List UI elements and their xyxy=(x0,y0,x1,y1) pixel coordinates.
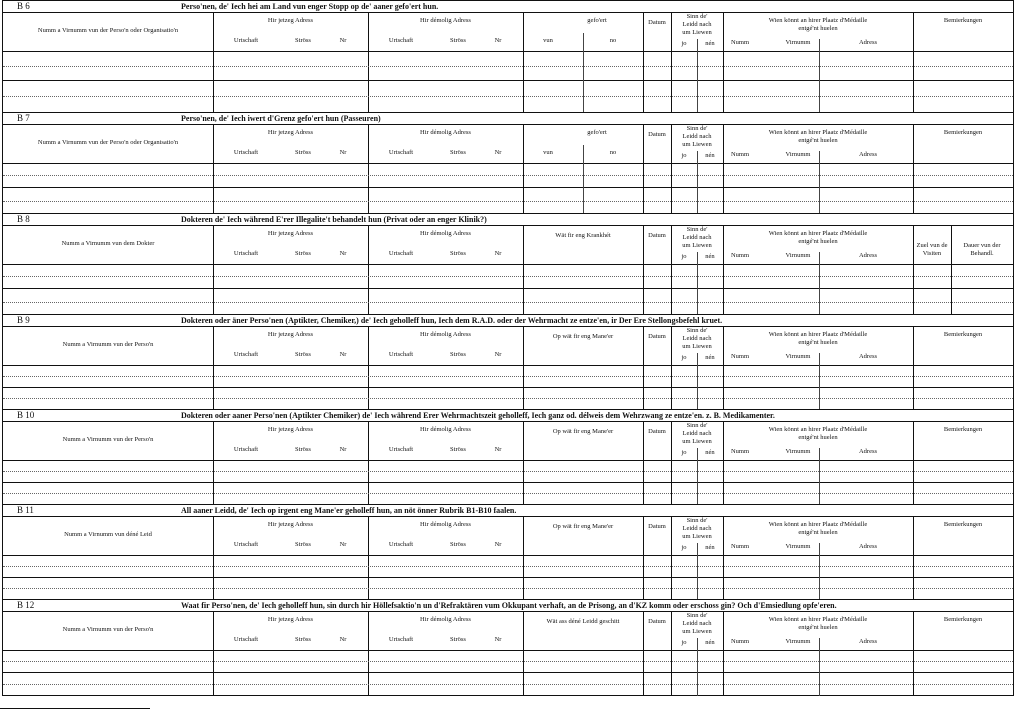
city-label: Urtschaft xyxy=(388,636,414,643)
firstname-label: Virnumm xyxy=(785,353,811,360)
number-label: Nr xyxy=(339,250,347,257)
number-label: Nr xyxy=(494,541,502,548)
city-label: Urtschaft xyxy=(388,446,414,453)
row-dotted-line xyxy=(3,493,1013,494)
name-header: Numm a Virnumm vun der Perso'n xyxy=(62,341,154,348)
survival-header-2: Leidd nach xyxy=(682,21,712,28)
yes-label: jo xyxy=(681,152,687,159)
section-b11 xyxy=(3,504,1013,599)
column-divider xyxy=(583,145,584,214)
method-header: Op wät fir eng Mane'er xyxy=(552,523,614,530)
column-divider xyxy=(697,252,698,315)
from-label: vun xyxy=(543,149,553,156)
survival-header-1: Sinn de' xyxy=(686,612,708,619)
row-dotted-line xyxy=(3,661,1013,662)
date-header: Datum xyxy=(648,232,666,239)
header-bottom-line xyxy=(3,555,1013,556)
address-label: Adress xyxy=(858,353,878,360)
survival-header-2: Leidd nach xyxy=(682,525,712,532)
to-label: no xyxy=(609,149,617,156)
section-title: Dokteren de' Iech während E'rer Illegalite't behandelt hun (Privat oder an enger Klinik?) xyxy=(181,215,487,224)
yes-label: jo xyxy=(681,449,687,456)
survival-header-3: um Liewen xyxy=(682,628,712,635)
address-label: Adress xyxy=(858,252,878,259)
header-bottom-line xyxy=(3,163,1013,164)
yes-label: jo xyxy=(681,639,687,646)
medal-header-1: Wien könnt an hirer Plaatz d'Médaille xyxy=(768,331,868,338)
section-code: B 7 xyxy=(17,113,30,123)
to-label: no xyxy=(609,37,617,44)
date-header: Datum xyxy=(648,131,666,138)
column-divider xyxy=(697,39,698,112)
name-header: Numm a Virnumm vun der Perso'n oder Organisatio'n xyxy=(37,27,179,34)
row-dotted-line xyxy=(3,471,1013,472)
number-label: Nr xyxy=(494,250,502,257)
column-divider xyxy=(819,353,820,410)
column-divider xyxy=(913,13,914,112)
address-label: Adress xyxy=(858,638,878,645)
survival-header-1: Sinn de' xyxy=(686,13,708,20)
remarks-header: Bemierkungen xyxy=(943,17,983,24)
medal-header-1: Wien könnt an hirer Plaatz d'Médaille xyxy=(768,129,868,136)
survival-header-3: um Liewen xyxy=(682,438,712,445)
section-code: B 6 xyxy=(17,1,30,11)
current-address-header: Hir jetzeg Adress xyxy=(267,230,314,237)
medal-header-1: Wien könnt an hirer Plaatz d'Médaille xyxy=(768,521,868,528)
survival-header-2: Leidd nach xyxy=(682,430,712,437)
header-bottom-line xyxy=(3,365,1013,366)
former-address-header: Hir démolig Adress xyxy=(420,129,471,136)
medal-header-1: Wien könnt an hirer Plaatz d'Médaille xyxy=(768,426,868,433)
method-header: Wät fir eng Krankhét xyxy=(555,232,611,239)
survival-header-1: Sinn de' xyxy=(686,125,708,132)
street-label: Ströss xyxy=(450,351,466,358)
duration-header: Dauer vun der Behandl. xyxy=(963,242,1001,257)
current-address-header: Hir jetzeg Adress xyxy=(267,521,314,528)
city-label: Urtschaft xyxy=(388,541,414,548)
city-label: Urtschaft xyxy=(233,636,259,643)
transport-header: gefo'ert xyxy=(587,129,607,136)
surname-label: Numm xyxy=(730,252,750,259)
surname-label: Numm xyxy=(730,638,750,645)
survival-header-2: Leidd nach xyxy=(682,620,712,627)
number-label: Nr xyxy=(494,636,502,643)
survival-header-3: um Liewen xyxy=(682,141,712,148)
number-label: Nr xyxy=(494,37,502,44)
city-label: Urtschaft xyxy=(233,541,259,548)
row-divider xyxy=(3,187,1013,188)
survival-header-1: Sinn de' xyxy=(686,422,708,429)
section-b9 xyxy=(3,314,1013,409)
number-label: Nr xyxy=(494,351,502,358)
street-label: Ströss xyxy=(295,636,311,643)
medal-header-2: entgé'nt huelen xyxy=(798,238,838,245)
survival-header-3: um Liewen xyxy=(682,242,712,249)
city-label: Urtschaft xyxy=(388,149,414,156)
row-dotted-line xyxy=(3,588,1013,589)
survival-header-2: Leidd nach xyxy=(682,234,712,241)
city-label: Urtschaft xyxy=(233,250,259,257)
row-divider xyxy=(3,80,1013,81)
survival-header-1: Sinn de' xyxy=(686,327,708,334)
current-address-header: Hir jetzeg Adress xyxy=(267,331,314,338)
column-divider xyxy=(583,33,584,112)
column-divider xyxy=(697,151,698,214)
number-label: Nr xyxy=(339,351,347,358)
row-dotted-line xyxy=(3,566,1013,567)
row-dotted-line xyxy=(3,376,1013,377)
row-divider xyxy=(3,387,1013,388)
remarks-header: Bemierkungen xyxy=(943,331,983,338)
section-b10 xyxy=(3,409,1013,504)
firstname-label: Virnumm xyxy=(785,448,811,455)
method-header: Op wät fir eng Mane'er xyxy=(552,333,614,340)
street-label: Ströss xyxy=(295,37,311,44)
section-code: B 9 xyxy=(17,315,30,325)
method-header: Op wät fir eng Mane'er xyxy=(552,428,614,435)
bottom-rule xyxy=(0,708,150,709)
transport-header: gefo'ert xyxy=(587,17,607,24)
section-code: B 11 xyxy=(17,505,34,515)
row-divider xyxy=(3,672,1013,673)
former-address-header: Hir démolig Adress xyxy=(420,426,471,433)
header-bottom-line xyxy=(3,460,1013,461)
section-b7 xyxy=(3,112,1013,213)
number-label: Nr xyxy=(339,636,347,643)
no-label: nén xyxy=(705,40,715,47)
street-label: Ströss xyxy=(295,541,311,548)
street-label: Ströss xyxy=(295,351,311,358)
number-label: Nr xyxy=(494,446,502,453)
street-label: Ströss xyxy=(450,446,466,453)
row-dotted-line xyxy=(3,96,1013,97)
from-label: vun xyxy=(543,37,553,44)
medal-header-2: entgé'nt huelen xyxy=(798,529,838,536)
surname-label: Numm xyxy=(730,151,750,158)
address-label: Adress xyxy=(858,151,878,158)
row-divider xyxy=(3,482,1013,483)
section-title: All aaner Leidd, de' Iech op irgent eng Mane'er geholleff hun, an nöt önner Rubrik B1-B10 faalen. xyxy=(181,506,517,515)
column-divider xyxy=(819,638,820,696)
column-divider xyxy=(643,13,644,112)
address-label: Adress xyxy=(858,39,878,46)
date-header: Datum xyxy=(648,333,666,340)
visits-header: Zuel vun de Visiten xyxy=(916,242,948,257)
firstname-label: Virnumm xyxy=(785,638,811,645)
street-label: Ströss xyxy=(295,446,311,453)
section-code: B 10 xyxy=(17,410,35,420)
column-divider xyxy=(819,448,820,505)
street-label: Ströss xyxy=(295,149,311,156)
surname-label: Numm xyxy=(730,353,750,360)
yes-label: jo xyxy=(681,354,687,361)
medal-header-1: Wien könnt an hirer Plaatz d'Médaille xyxy=(768,616,868,623)
no-label: nén xyxy=(705,152,715,159)
column-divider xyxy=(697,638,698,696)
no-label: nén xyxy=(705,354,715,361)
number-label: Nr xyxy=(494,149,502,156)
survival-header-1: Sinn de' xyxy=(686,226,708,233)
column-divider xyxy=(213,13,214,112)
row-dotted-line xyxy=(3,175,1013,176)
remarks-header: Bemierkungen xyxy=(943,129,983,136)
survival-header-3: um Liewen xyxy=(682,533,712,540)
address-label: Adress xyxy=(858,543,878,550)
number-label: Nr xyxy=(339,149,347,156)
city-label: Urtschaft xyxy=(233,351,259,358)
section-title: Perso'nen, de' Iech iwert d'Grenz gefo'ert hun (Passeuren) xyxy=(181,114,381,123)
number-label: Nr xyxy=(339,541,347,548)
row-divider xyxy=(3,577,1013,578)
section-b8 xyxy=(3,213,1013,314)
section-title: Dokteren oder aaner Perso'nen (Aptikter Chemiker) de' Iech während Erer Wehrmachtszeit geholleff, Iech ganz od. délweis dem Wehrzwang ze entze'en. z. B. Medikamenter. xyxy=(181,411,775,420)
header-bottom-line xyxy=(3,264,1013,265)
column-divider xyxy=(697,448,698,505)
section-title-row xyxy=(3,505,1013,517)
former-address-header: Hir démolig Adress xyxy=(420,230,471,237)
current-address-header: Hir jetzeg Adress xyxy=(267,17,314,24)
medal-header-2: entgé'nt huelen xyxy=(798,434,838,441)
street-label: Ströss xyxy=(295,250,311,257)
former-address-header: Hir démolig Adress xyxy=(420,616,471,623)
row-divider xyxy=(3,288,1013,289)
current-address-header: Hir jetzeg Adress xyxy=(267,616,314,623)
firstname-label: Virnumm xyxy=(785,252,811,259)
row-dotted-line xyxy=(3,201,1013,202)
current-address-header: Hir jetzeg Adress xyxy=(267,129,314,136)
row-dotted-line xyxy=(3,684,1013,685)
firstname-label: Virnumm xyxy=(785,151,811,158)
number-label: Nr xyxy=(339,37,347,44)
city-label: Urtschaft xyxy=(233,446,259,453)
section-title: Dokteren oder äner Perso'nen (Aptikter, Chemiker,) de' Iech geholleff hun, Iech dem R.A.D. oder der Wehrmacht ze entze'en, ir Der Ere Stellongsbefehl kruet. xyxy=(181,316,723,325)
column-divider xyxy=(819,543,820,600)
street-label: Ströss xyxy=(450,541,466,548)
header-bottom-line xyxy=(3,650,1013,651)
section-title-row xyxy=(3,600,1013,612)
name-header: Numm a Virnumm vun der Perso'n oder Organisatio'n xyxy=(37,139,179,146)
survival-header-3: um Liewen xyxy=(682,29,712,36)
row-dotted-line xyxy=(3,66,1013,67)
medal-header-2: entgé'nt huelen xyxy=(798,339,838,346)
method-header: Wät ass déné Leidd geschitt xyxy=(546,618,620,625)
remarks-header: Bemierkungen xyxy=(943,521,983,528)
medal-header-1: Wien könnt an hirer Plaatz d'Médaille xyxy=(768,230,868,237)
column-divider xyxy=(523,13,524,112)
survival-header-3: um Liewen xyxy=(682,343,712,350)
column-divider xyxy=(819,151,820,214)
section-title-row xyxy=(3,1,1013,13)
form-sheet xyxy=(2,0,1014,696)
column-divider xyxy=(819,252,820,315)
address-label: Adress xyxy=(858,448,878,455)
section-code: B 12 xyxy=(17,600,35,610)
date-header: Datum xyxy=(648,523,666,530)
yes-label: jo xyxy=(681,40,687,47)
remarks-header: Bemierkungen xyxy=(943,426,983,433)
city-label: Urtschaft xyxy=(388,37,414,44)
date-header: Datum xyxy=(648,19,666,26)
surname-label: Numm xyxy=(730,39,750,46)
no-label: nén xyxy=(705,253,715,260)
surname-label: Numm xyxy=(730,543,750,550)
section-title: Waat fir Perso'nen, de' Iech geholleff hun, sin durch hir Höllefsaktio'n un d'Refraktären vum Okkupant verhaft, an de Prisong, an d'KZ komm oder erschoss gin? Och d'Emsiedlung opfe'eren. xyxy=(181,601,837,610)
medal-header-2: entgé'nt huelen xyxy=(798,137,838,144)
street-label: Ströss xyxy=(450,636,466,643)
no-label: nén xyxy=(705,544,715,551)
row-dotted-line xyxy=(3,302,1013,303)
city-label: Urtschaft xyxy=(388,250,414,257)
street-label: Ströss xyxy=(450,149,466,156)
row-dotted-line xyxy=(3,398,1013,399)
former-address-header: Hir démolig Adress xyxy=(420,331,471,338)
column-divider xyxy=(697,353,698,410)
survival-header-1: Sinn de' xyxy=(686,517,708,524)
section-title: Perso'nen, de' Iech hei am Land vun enger Stopp op de' aaner gefo'ert hun. xyxy=(181,2,439,11)
section-title-row xyxy=(3,214,1013,226)
date-header: Datum xyxy=(648,618,666,625)
city-label: Urtschaft xyxy=(233,37,259,44)
column-divider xyxy=(368,13,369,112)
street-label: Ströss xyxy=(450,250,466,257)
no-label: nén xyxy=(705,639,715,646)
yes-label: jo xyxy=(681,253,687,260)
header-bottom-line xyxy=(3,51,1013,52)
current-address-header: Hir jetzeg Adress xyxy=(267,426,314,433)
no-label: nén xyxy=(705,449,715,456)
city-label: Urtschaft xyxy=(233,149,259,156)
firstname-label: Virnumm xyxy=(785,39,811,46)
column-divider xyxy=(951,226,952,315)
survival-header-2: Leidd nach xyxy=(682,133,712,140)
medal-header-2: entgé'nt huelen xyxy=(798,25,838,32)
medal-header-1: Wien könnt an hirer Plaatz d'Médaille xyxy=(768,17,868,24)
section-title-row xyxy=(3,410,1013,422)
name-header: Numm a Virnumm vun der Perso'n xyxy=(62,436,154,443)
medal-header-2: entgé'nt huelen xyxy=(798,624,838,631)
number-label: Nr xyxy=(339,446,347,453)
name-header: Numm a Virnumm vun déné Leid xyxy=(64,531,152,538)
date-header: Datum xyxy=(648,428,666,435)
column-divider xyxy=(819,39,820,112)
section-title-row xyxy=(3,315,1013,327)
firstname-label: Virnumm xyxy=(785,543,811,550)
former-address-header: Hir démolig Adress xyxy=(420,521,471,528)
street-label: Ströss xyxy=(450,37,466,44)
section-title-row xyxy=(3,113,1013,125)
column-divider xyxy=(697,543,698,600)
survival-header-2: Leidd nach xyxy=(682,335,712,342)
section-code: B 8 xyxy=(17,214,30,224)
surname-label: Numm xyxy=(730,448,750,455)
yes-label: jo xyxy=(681,544,687,551)
section-b12 xyxy=(3,599,1013,695)
city-label: Urtschaft xyxy=(388,351,414,358)
former-address-header: Hir démolig Adress xyxy=(420,17,471,24)
row-dotted-line xyxy=(3,276,1013,277)
section-b6 xyxy=(3,1,1013,112)
remarks-header: Bemierkungen xyxy=(943,616,983,623)
name-header: Numm a Virnumm vun der Perso'n xyxy=(62,626,154,633)
name-header: Numm a Virnumm vun dem Dokter xyxy=(61,240,155,247)
